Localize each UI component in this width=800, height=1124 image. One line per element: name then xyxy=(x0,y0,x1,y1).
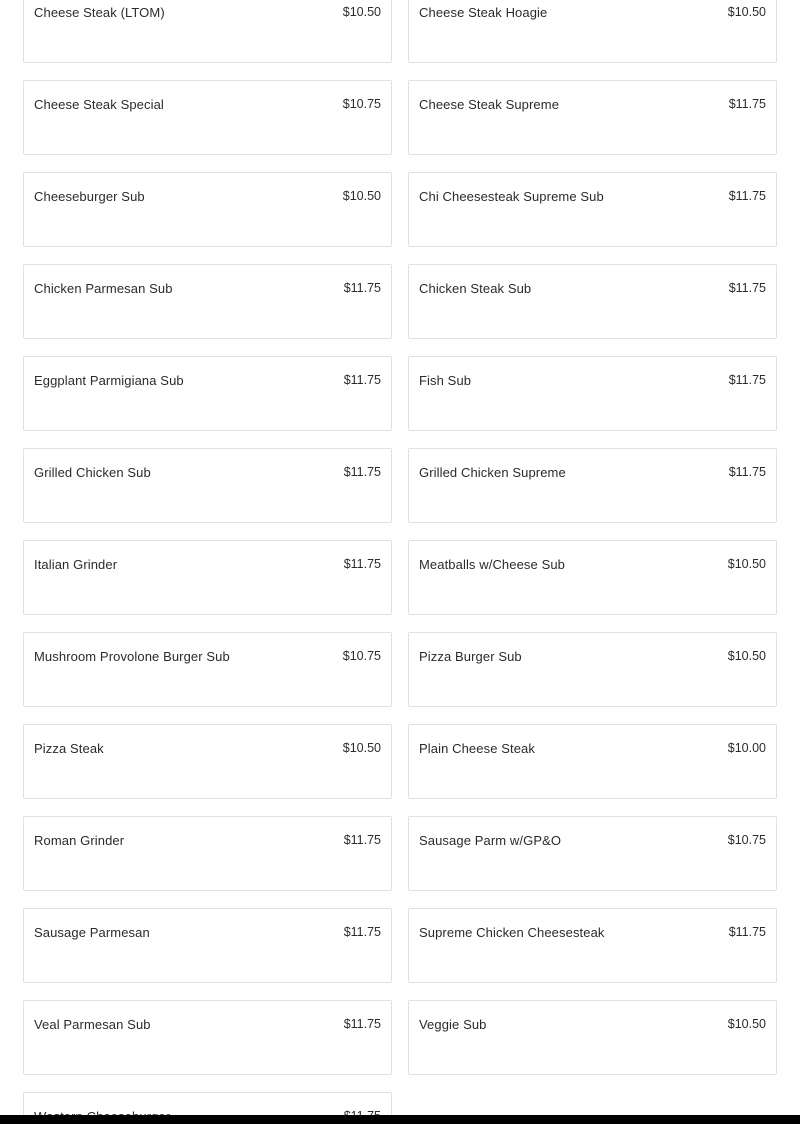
menu-item-name: Supreme Chicken Cheesesteak xyxy=(419,925,605,940)
menu-item-name: Cheese Steak Special xyxy=(34,97,164,112)
menu-item-card[interactable] xyxy=(408,0,777,63)
menu-item-name: Eggplant Parmigiana Sub xyxy=(34,373,184,388)
menu-item-name: Grilled Chicken Supreme xyxy=(419,465,566,480)
menu-item-price: $11.75 xyxy=(343,373,381,387)
menu-item-card[interactable] xyxy=(23,816,392,891)
menu-item-card[interactable] xyxy=(408,632,777,707)
menu-item-name: Chicken Parmesan Sub xyxy=(34,281,173,296)
menu-item-card[interactable] xyxy=(23,908,392,983)
menu-item-card[interactable] xyxy=(23,356,392,431)
menu-item-price: $10.50 xyxy=(342,5,381,19)
menu-item-name: Roman Grinder xyxy=(34,833,125,848)
menu-item-name: Veal Parmesan Sub xyxy=(34,1017,151,1032)
menu-item-card[interactable] xyxy=(23,172,392,247)
menu-item-card[interactable] xyxy=(23,80,392,155)
menu-item-price: $11.75 xyxy=(728,97,766,111)
menu-item-card[interactable] xyxy=(408,816,777,891)
menu-item-price: $11.75 xyxy=(728,281,766,295)
menu-item-card[interactable] xyxy=(23,0,392,63)
menu-item-name: Chicken Steak Sub xyxy=(419,281,532,296)
menu-item-name: Sausage Parm w/GP&O xyxy=(419,833,562,848)
menu-item-price: $10.50 xyxy=(727,649,766,663)
menu-item-name: Cheeseburger Sub xyxy=(34,189,145,204)
menu-item-name: Meatballs w/Cheese Sub xyxy=(419,557,565,572)
menu-item-name: Chi Cheesesteak Supreme Sub xyxy=(419,189,604,204)
menu-item-price: $10.50 xyxy=(727,1017,766,1031)
menu-item-price: $10.75 xyxy=(342,97,381,111)
menu-item-grid xyxy=(23,0,777,1124)
menu-item-name: Pizza Burger Sub xyxy=(419,649,522,664)
menu-item-name: Mushroom Provolone Burger Sub xyxy=(34,649,230,664)
menu-item-price: $11.75 xyxy=(728,465,766,479)
menu-item-card[interactable] xyxy=(23,632,392,707)
menu-item-price: $11.75 xyxy=(343,557,381,571)
menu-item-card[interactable] xyxy=(23,540,392,615)
menu-item-price: $10.00 xyxy=(727,741,766,755)
menu-item-name: Cheese Steak Hoagie xyxy=(419,5,548,20)
menu-item-card[interactable] xyxy=(23,448,392,523)
menu-item-name: Italian Grinder xyxy=(34,557,118,572)
menu-item-card[interactable] xyxy=(408,264,777,339)
menu-item-name: Plain Cheese Steak xyxy=(419,741,535,756)
menu-item-price: $11.75 xyxy=(343,465,381,479)
menu-item-card[interactable] xyxy=(408,540,777,615)
menu-item-name: Sausage Parmesan xyxy=(34,925,150,940)
menu-item-price: $10.50 xyxy=(342,741,381,755)
menu-item-name: Pizza Steak xyxy=(34,741,104,756)
menu-item-card[interactable] xyxy=(408,80,777,155)
menu-item-price: $11.75 xyxy=(728,189,766,203)
menu-item-card[interactable] xyxy=(408,908,777,983)
menu-item-card[interactable] xyxy=(408,448,777,523)
menu-item-name: Cheese Steak Supreme xyxy=(419,97,560,112)
menu-item-card[interactable] xyxy=(408,1000,777,1075)
menu-item-card[interactable] xyxy=(23,724,392,799)
menu-item-price: $10.75 xyxy=(342,649,381,663)
menu-item-card[interactable] xyxy=(408,356,777,431)
menu-item-card[interactable] xyxy=(408,724,777,799)
menu-item-card[interactable] xyxy=(408,172,777,247)
menu-item-price: $10.50 xyxy=(342,189,381,203)
menu-item-price: $11.75 xyxy=(728,925,766,939)
menu-item-name: Veggie Sub xyxy=(419,1017,487,1032)
menu-item-card[interactable] xyxy=(23,1000,392,1075)
menu-item-price: $11.75 xyxy=(343,1017,381,1031)
menu-item-price: $11.75 xyxy=(343,281,381,295)
menu-item-name: Cheese Steak (LTOM) xyxy=(34,5,165,20)
menu-item-price: $11.75 xyxy=(728,373,766,387)
menu-item-price: $11.75 xyxy=(343,925,381,939)
menu-item-price: $11.75 xyxy=(343,833,381,847)
menu-item-price: $10.75 xyxy=(727,833,766,847)
menu-item-card[interactable] xyxy=(23,264,392,339)
menu-item-price: $10.50 xyxy=(727,557,766,571)
menu-item-price: $10.50 xyxy=(727,5,766,19)
menu-item-name: Fish Sub xyxy=(419,373,472,388)
menu-item-name: Grilled Chicken Sub xyxy=(34,465,151,480)
bottom-bar xyxy=(0,1115,800,1124)
